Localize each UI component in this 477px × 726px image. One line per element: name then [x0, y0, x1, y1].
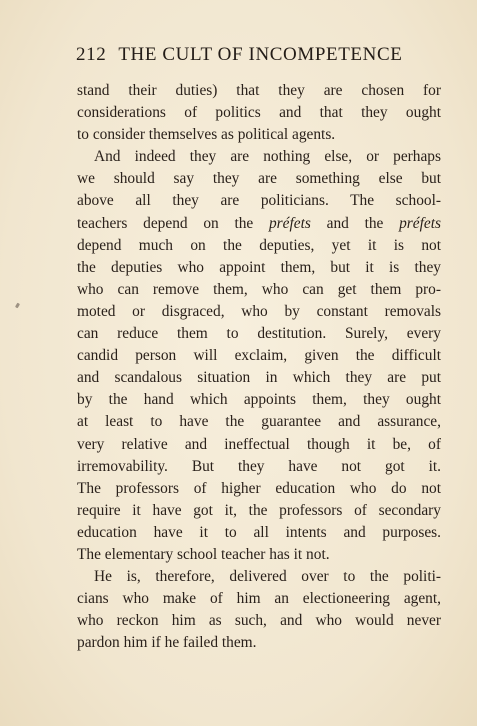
text-line: teachers depend on the préfets and the préfets: [77, 214, 441, 232]
paragraph-3: [77, 566, 441, 654]
paragraph-1: [77, 80, 441, 146]
text-line: irremovability. But they have not got it.: [77, 457, 441, 475]
paragraph-2: [77, 146, 441, 566]
text-line: stand their duties) that they are chosen for: [77, 82, 441, 99]
text-line: considerations of politics and that they ought: [77, 104, 441, 122]
text-line: by the hand which appoints them, they ought: [77, 391, 441, 409]
text-line: education have it to all intents and purposes.: [77, 523, 441, 541]
page-number: 212: [76, 44, 107, 65]
text-line: very relative and ineffectual though it be, of: [77, 435, 441, 453]
text-line: candid person will exclaim, given the difficult: [77, 347, 441, 365]
text-line: The elementary school teacher has it not.: [77, 545, 330, 563]
text-line: depend much on the deputies, yet it is not: [77, 236, 441, 254]
text-line: who reckon him as such, and who would never: [77, 612, 441, 630]
text-line: He is, therefore, delivered over to the politi-: [94, 568, 441, 586]
text-line: The professors of higher education who do not: [77, 479, 441, 497]
text-line: cians who make of him an electioneering agent,: [77, 590, 441, 608]
text-line: pardon him if he failed them.: [77, 634, 257, 652]
text-line: who can remove them, who can get them pro-: [77, 280, 441, 298]
text-line: to consider themselves as political agents.: [77, 126, 336, 144]
body-text: [77, 80, 441, 654]
text-line: we should say they are something else but: [77, 170, 441, 188]
text-line: can reduce them to destitution. Surely, every: [77, 325, 441, 343]
text-line: moted or disgraced, who by constant removals: [77, 302, 441, 320]
running-title: THE CULT OF INCOMPETENCE: [118, 44, 403, 65]
margin-mark: [15, 303, 20, 309]
text-line: above all they are politicians. The school-: [77, 192, 441, 210]
text-line: require it have got it, the professors of secondary: [77, 501, 441, 519]
text-line: and scandalous situation in which they are put: [77, 369, 441, 387]
text-line: And indeed they are nothing else, or perhaps: [94, 148, 441, 166]
text-line: the deputies who appoint them, but it is they: [77, 258, 441, 276]
text-line: at least to have the guarantee and assurance,: [77, 413, 441, 431]
running-header: [76, 44, 441, 66]
